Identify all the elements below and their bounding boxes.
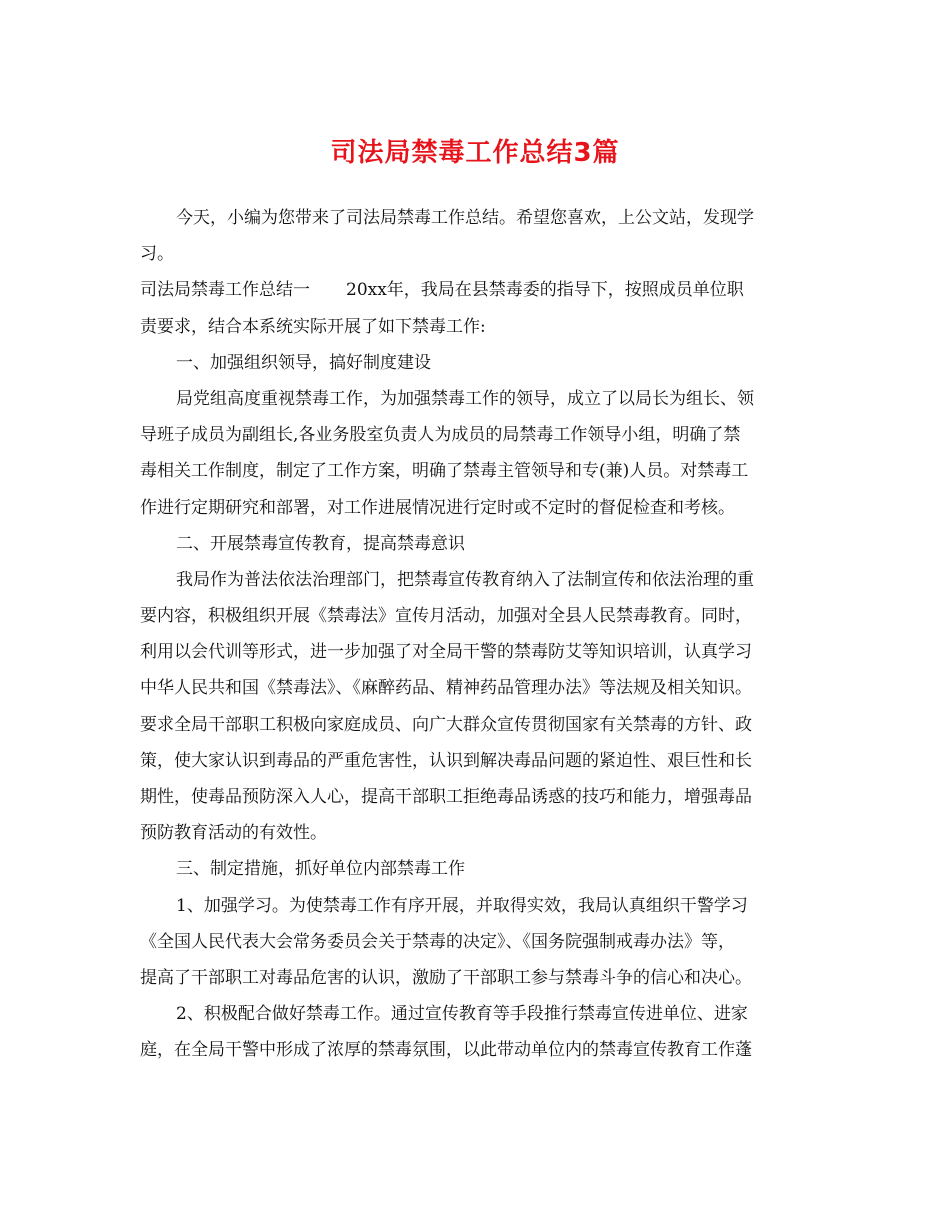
- text-line: 中华人民共和国《禁毒法》、《麻醉药品、精神药品管理办法》等法规及相关知识。: [140, 678, 752, 699]
- text-line: 庭，在全局干警中形成了浓厚的禁毒氛围，以此带动单位内的禁毒宣传教育工作蓬: [140, 1040, 752, 1061]
- text-line: [140, 272, 820, 308]
- text-line: 导班子成员为副组长,各业务股室负责人为成员的局禁毒工作领导小组，明确了禁: [140, 425, 741, 446]
- section-heading: 二、开展禁毒宣传教育，提高禁毒意识: [176, 533, 465, 554]
- text-line: 毒相关工作制度，制定了工作方案，明确了禁毒主管领导和专(兼)人员。对禁毒工: [140, 461, 749, 482]
- text-line-continuation: 20xx年，我局在县禁毒委的指导下，按照成员单位职: [346, 280, 744, 301]
- text-line: 1、加强学习。为使禁毒工作有序开展，并取得实效，我局认真组织干警学习: [176, 895, 748, 916]
- text-line: 习。: [140, 244, 174, 265]
- text-line: 作进行定期研究和部署，对工作进展情况进行定时或不定时的督促检查和考核。: [140, 497, 735, 518]
- text-line: 今天，小编为您带来了司法局禁毒工作总结。希望您喜欢，上公文站，发现学: [176, 208, 754, 228]
- text-line: 预防教育活动的有效性。: [140, 823, 327, 844]
- text-line: 局党组高度重视禁毒工作，为加强禁毒工作的领导，成立了以局长为组长、领: [176, 388, 754, 409]
- text-line: 2、积极配合做好禁毒工作。通过宣传教育等手段推行禁毒宣传进单位、进家: [176, 1004, 748, 1025]
- text-line: 我局作为普法依法治理部门，把禁毒宣传教育纳入了法制宣传和依法治理的重: [176, 569, 754, 590]
- text-line: 要求全局干部职工积极向家庭成员、向广大群众宣传贯彻国家有关禁毒的方针、政: [140, 714, 752, 735]
- text-line: 期性，使毒品预防深入人心，提高干部职工拒绝毒品诱惑的技巧和能力，增强毒品: [140, 787, 752, 807]
- text-line: 利用以会代训等形式，进一步加强了对全局干警的禁毒防艾等知识培训，认真学习: [140, 642, 752, 663]
- page-title: 司法局禁毒工作总结3篇: [330, 138, 620, 168]
- text-line: 要内容，积极组织开展《禁毒法》宣传月活动，加强对全县人民禁毒教育。同时，: [140, 606, 752, 627]
- text-line: 策，使大家认识到毒品的严重危害性，认识到解决毒品问题的紧迫性、艰巨性和长: [140, 750, 752, 771]
- section-heading-inline: 司法局禁毒工作总结一: [140, 280, 310, 301]
- text-line: 提高了干部职工对毒品危害的认识，激励了干部职工参与禁毒斗争的信心和决心。: [140, 967, 752, 988]
- text-line: 《全国人民代表大会常务委员会关于禁毒的决定》、《国务院强制戒毒办法》等，: [140, 931, 735, 952]
- text-line: 责要求，结合本系统实际开展了如下禁毒工作:: [140, 316, 486, 337]
- document-body: [140, 200, 820, 1069]
- section-heading: 一、加强组织领导，搞好制度建设: [176, 352, 431, 373]
- section-heading: 三、制定措施，抓好单位内部禁毒工作: [176, 859, 465, 880]
